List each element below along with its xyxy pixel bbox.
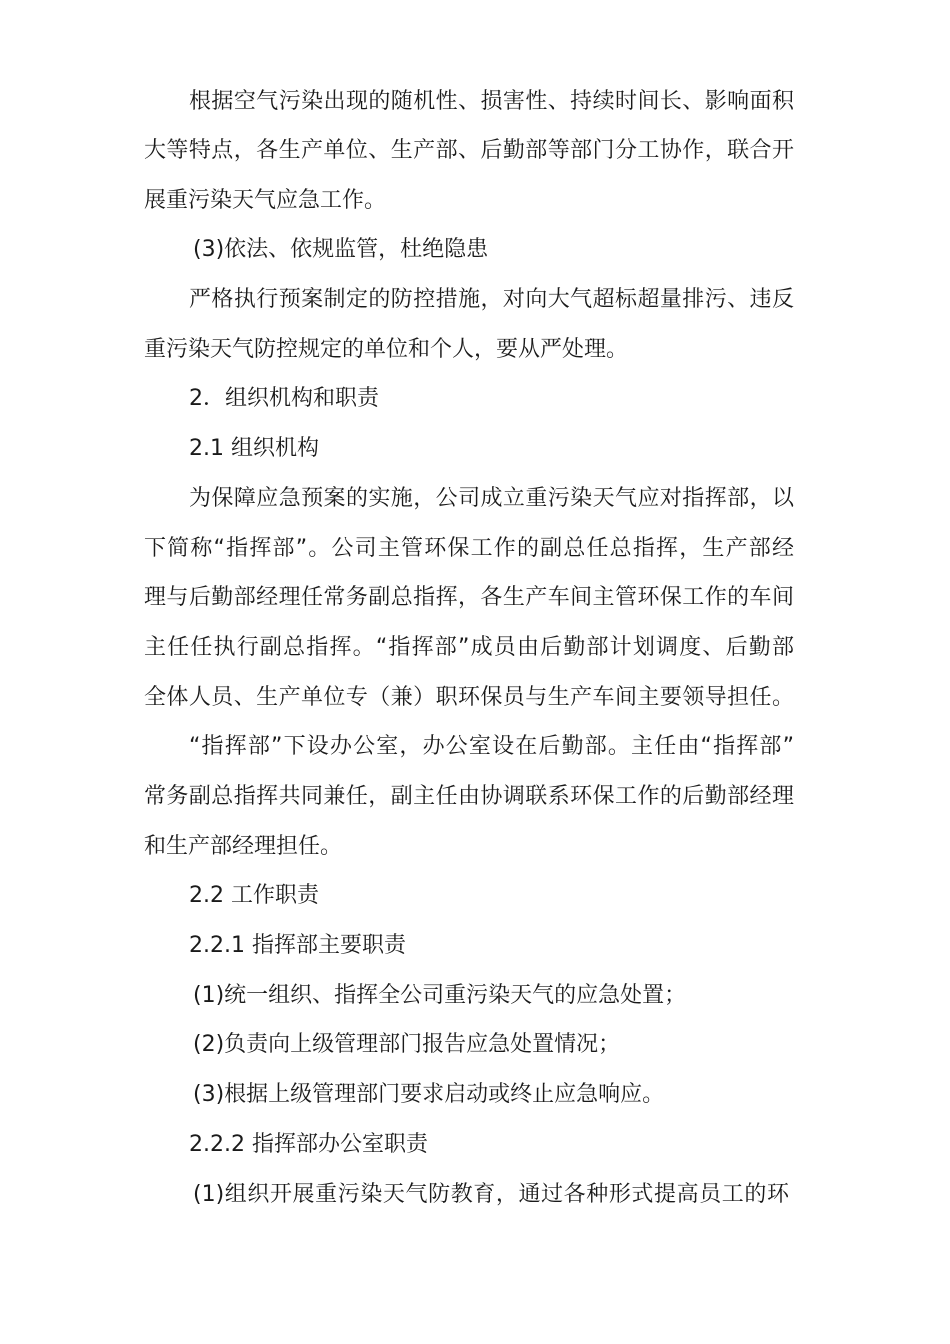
paragraph-line: 根据空气污染出现的随机性、损害性、持续时间长、影响面积 — [189, 89, 794, 114]
paragraph-line: 全体人员、生产单位专（兼）职环保员与生产车间主要领导担任。 — [144, 685, 794, 710]
paragraph-line: 理与后勤部经理任常务副总指挥，各生产车间主管环保工作的车间 — [144, 585, 794, 610]
list-item: (1)组织开展重污染天气防教育，通过各种形式提高员工的环 — [193, 1182, 789, 1207]
section-heading: 2.2 工作职责 — [189, 883, 319, 908]
paragraph-line: “指挥部”下设办公室，办公室设在后勤部。主任由“指挥部” — [189, 734, 794, 759]
paragraph-line: 严格执行预案制定的防控措施，对向大气超标超量排污、违反 — [189, 287, 794, 312]
paragraph-line: 和生产部经理担任。 — [144, 834, 343, 859]
list-item: (3)依法、依规监管，杜绝隐患 — [193, 237, 489, 262]
list-item: (1)统一组织、指挥全公司重污染天气的应急处置； — [193, 983, 687, 1008]
paragraph-line: 大等特点，各生产单位、生产部、后勤部等部门分工协作，联合开 — [144, 138, 794, 163]
paragraph-line: 主任任执行副总指挥。“指挥部”成员由后勤部计划调度、后勤部 — [144, 635, 794, 660]
list-item: (3)根据上级管理部门要求启动或终止应急响应。 — [193, 1082, 665, 1107]
section-heading: 2.2.1 指挥部主要职责 — [189, 933, 406, 958]
paragraph-line: 下简称“指挥部”。公司主管环保工作的副总任总指挥，生产部经 — [144, 536, 794, 561]
section-heading: 2.2.2 指挥部办公室职责 — [189, 1132, 428, 1157]
paragraph-line: 为保障应急预案的实施，公司成立重污染天气应对指挥部，以 — [189, 486, 794, 511]
section-heading: 2.1 组织机构 — [189, 436, 319, 461]
paragraph-line: 展重污染天气应急工作。 — [144, 188, 387, 213]
paragraph-line: 重污染天气防控规定的单位和个人，要从严处理。 — [144, 337, 629, 362]
list-item: (2)负责向上级管理部门报告应急处置情况； — [193, 1032, 621, 1057]
section-heading: 2．组织机构和职责 — [189, 386, 379, 411]
paragraph-line: 常务副总指挥共同兼任，副主任由协调联系环保工作的后勤部经理 — [144, 784, 794, 809]
